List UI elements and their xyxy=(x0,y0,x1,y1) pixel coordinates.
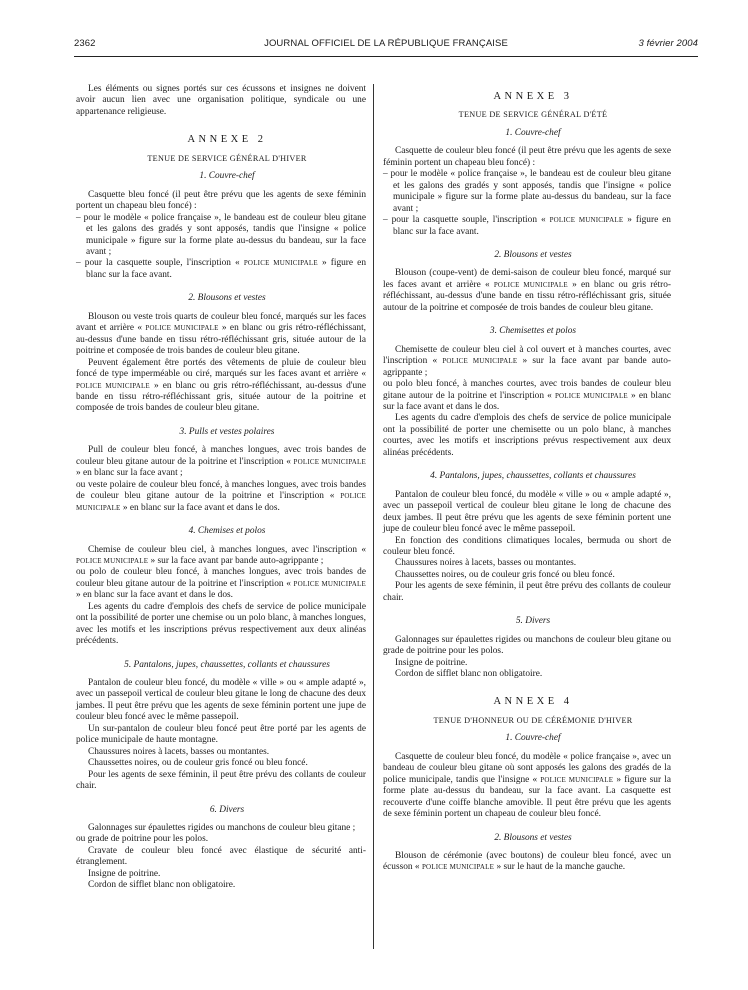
intro-paragraph: Les éléments ou signes portés sur ces écussons et insignes ne doivent avoir aucun lien avec une organisation politique, syndicale ou une appartenance religieuse. xyxy=(76,84,366,117)
paragraph: Cordon de sifflet blanc non obligatoire. xyxy=(88,880,236,891)
section-heading: 1. Couvre-chef xyxy=(505,127,561,138)
publication-date: 3 février 2004 xyxy=(638,38,698,49)
paragraph: ou polo de couleur bleu foncé, à manches longues, avec trois bandes de couleur bleu gitane autour de la poitrine et l'inscription « POLICE MUNICIPALE » en blanc sur la face avant et dans le dos. xyxy=(76,567,366,601)
paragraph: Pull de couleur bleu foncé, à manches longues, avec trois bandes de couleur bleu gitane autour de la poitrine et l'inscription « POLICE MUNICIPALE » en blanc sur la face avant ; xyxy=(76,445,366,479)
paragraph: Blouson de cérémonie (avec boutons) de couleur bleu foncé, avec un écusson « POLICE MUNICIPALE » sur le haut de la manche gauche. xyxy=(383,851,671,873)
annex-2-label: ANNEXE 2 xyxy=(187,134,267,146)
column-divider xyxy=(373,84,374,949)
journal-title: JOURNAL OFFICIEL DE LA RÉPUBLIQUE FRANÇAISE xyxy=(264,38,508,49)
section-heading: 2. Blousons et vestes xyxy=(188,293,266,304)
annex-3-title: TENUE DE SERVICE GÉNÉRAL D'ÉTÉ xyxy=(458,110,608,120)
paragraph: Cordon de sifflet blanc non obligatoire. xyxy=(395,669,543,680)
section-heading: 4. Pantalons, jupes, chaussettes, collants et chaussures xyxy=(430,471,636,482)
paragraph: ou veste polaire de couleur bleu foncé, à manches longues, avec trois bandes de couleur bleu gitane autour de la poitrine et l'inscription « POLICE MUNICIPALE » en blanc sur la face avant et dans le dos. xyxy=(76,479,366,513)
section-heading: 5. Divers xyxy=(515,616,551,627)
paragraph: Les agents du cadre d'emplois des chefs de service de police municipale ont la possibilité de porter une chemisette ou un polo blanc, à manches courtes, avec les motifs et inscriptions prévus respectivement aux deux alinéas précédents. xyxy=(383,413,671,458)
dash-item: – pour la casquette souple, l'inscription « POLICE MUNICIPALE » figure en blanc sur la face avant. xyxy=(383,215,671,237)
paragraph: Chaussures noires à lacets, basses ou montantes. xyxy=(88,746,270,757)
paragraph: ou polo bleu foncé, à manches courtes, avec trois bandes de couleur bleu gitane autour de la poitrine et l'inscription « POLICE MUNICIPALE » en blanc sur la face avant et dans le dos. xyxy=(383,379,671,412)
section-heading: 2. Blousons et vestes xyxy=(494,832,572,843)
annex-4-title: TENUE D'HONNEUR OU DE CÉRÉMONIE D'HIVER xyxy=(433,715,633,725)
left-column xyxy=(76,84,366,892)
dash-item: – pour la casquette souple, l'inscription « POLICE MUNICIPALE » figure en blanc sur la face avant. xyxy=(76,258,366,280)
paragraph: Casquette de couleur bleu foncé, du modèle « police française », avec un bandeau de couleur bleu gitane où sont apposés les galons des gradés de la police municipale, tandis que l'insigne « POLICE MUNICIPALE » figure sur la forme plate au-dessus du bandeau, sur la face avant. La casquette est recouverte d'une coiffe blanche amovible. Il peut être prévu que les agents de sexe féminin portent un chapeau de couleur bleu foncé. xyxy=(383,751,671,820)
paragraph: Galonnages sur épaulettes rigides ou manchons de couleur bleu gitane ou grade de poitrine pour les polos. xyxy=(383,634,671,657)
page-number: 2362 xyxy=(74,38,96,49)
section-heading: 5. Pantalons, jupes, chaussettes, collants et chaussures xyxy=(124,659,330,670)
dash-item: – pour le modèle « police française », le bandeau est de couleur bleu gitane et les galons des gradés y sont apposés, tandis que l'insigne « police municipale » figure sur la forme plate au-dessus du bandeau, sur la face avant ; xyxy=(383,169,671,214)
header-rule xyxy=(74,56,698,57)
page-header xyxy=(74,38,698,54)
section-heading: 1. Couvre-chef xyxy=(505,733,561,744)
section-heading: 2. Blousons et vestes xyxy=(494,249,572,260)
paragraph: Pantalon de couleur bleu foncé, du modèle « ville » ou « ample adapté », avec un passepoil vertical de couleur bleu gitane le long de chacune des deux jambes. Il peut être prévu que les agents de sexe féminin portent une jupe de couleur bleu foncé avec le même passepoil. xyxy=(383,489,671,535)
paragraph: En fonction des conditions climatiques locales, bermuda ou short de couleur bleu foncé. xyxy=(383,535,671,557)
section-heading: 3. Chemisettes et polos xyxy=(489,326,577,337)
paragraph: Casquette bleu foncé (il peut être prévu que les agents de sexe féminin portent un chapeau bleu foncé) : xyxy=(76,189,366,212)
paragraph: Les agents du cadre d'emplois des chefs de service de police municipale ont la possibilité de porter une chemise ou un polo blanc, à manches longues, avec les motifs et les inscriptions prévus respectivement aux deux alinéas précédents. xyxy=(76,601,366,647)
paragraph: Chemisette de couleur bleu ciel à col ouvert et à manches courtes, avec l'inscription « POLICE MUNICIPALE » sur la face avant par bande auto-agrippante ; xyxy=(383,344,671,378)
paragraph: Chaussettes noires, ou de couleur gris foncé ou bleu foncé. xyxy=(88,758,308,769)
annex-3-label: ANNEXE 3 xyxy=(493,91,573,102)
dash-item: – pour le modèle « police française », le bandeau est de couleur bleu gitane et les galons des gradés y sont apposés, tandis que l'insigne « police municipale » figure sur la forme plate au-dessus du bandeau, sur la face avant ; xyxy=(76,212,366,257)
paragraph: Galonnages sur épaulettes rigides ou manchons de couleur bleu gitane ; xyxy=(88,823,356,834)
paragraph: Pour les agents de sexe féminin, il peut être prévu des collants de couleur chair. xyxy=(76,769,366,792)
section-heading: 4. Chemises et polos xyxy=(188,526,266,537)
paragraph: Chaussures noires à lacets, basses ou montantes. xyxy=(395,558,577,569)
paragraph: Casquette de couleur bleu foncé (il peut être prévu que les agents de sexe féminin portent un chapeau bleu foncé) : xyxy=(383,146,671,168)
paragraph: Pantalon de couleur bleu foncé, du modèle « ville » ou « ample adapté », avec un passepoil vertical de couleur bleu gitane le long de chacune des deux jambes. Il peut être prévu que les agents de sexe féminin portent une jupe de couleur bleu foncé avec le même passepoil. xyxy=(76,678,366,723)
section-heading: 6. Divers xyxy=(209,804,245,815)
paragraph: Cravate de couleur bleu foncé avec élastique de sécurité anti-étranglement. xyxy=(76,845,366,868)
section-heading: 3. Pulls et vestes polaires xyxy=(179,426,275,437)
annex-2-title: TENUE DE SERVICE GÉNÉRAL D'HIVER xyxy=(147,153,307,163)
paragraph: Chemise de couleur bleu ciel, à manches longues, avec l'inscription « POLICE MUNICIPALE » sur la face avant par bande auto-agrippante ; xyxy=(76,544,366,566)
annex-4-label: ANNEXE 4 xyxy=(493,696,573,708)
right-column xyxy=(383,84,671,874)
paragraph: Insigne de poitrine. xyxy=(395,657,468,668)
section-heading: 1. Couvre-chef xyxy=(199,171,255,182)
paragraph: Pour les agents de sexe féminin, il peut être prévu des collants de couleur chair. xyxy=(383,581,671,603)
paragraph: Blouson ou veste trois quarts de couleur bleu foncé, marqués sur les faces avant et arrière « POLICE MUNICIPALE » en blanc ou gris rétro-réfléchissant, au-dessus d'une bande en tissu rétro-réfléchissant gris, située autour de la poitrine et composée de trois bandes de couleur bleu gitane. xyxy=(76,311,366,357)
paragraph: Chaussettes noires, ou de couleur gris foncé ou bleu foncé. xyxy=(395,569,615,580)
paragraph: Blouson (coupe-vent) de demi-saison de couleur bleu foncé, marqué sur les faces avant et arrière « POLICE MUNICIPALE » en blanc ou gris rétro-réfléchissant, au-dessus d'une bande en tissu rétro-réfléchissant gris, située autour de la poitrine et composée de trois bandes de couleur bleu gitane. xyxy=(383,268,671,313)
paragraph: Peuvent également être portés des vêtements de pluie de couleur bleu foncé de type imperméable ou ciré, marqués sur les faces avant et arrière « POLICE MUNICIPALE » en blanc ou gris rétro-réfléchissant, au-dessus d'une bande en tissu rétro-réfléchissant gris, située autour de la poitrine et composée de trois bandes de couleur bleu gitane. xyxy=(76,357,366,414)
paragraph: ou grade de poitrine pour les polos. xyxy=(76,834,209,845)
paragraph: Un sur-pantalon de couleur bleu foncé peut être porté par les agents de police municipale de haute montagne. xyxy=(76,723,366,746)
paragraph: Insigne de poitrine. xyxy=(88,868,161,879)
